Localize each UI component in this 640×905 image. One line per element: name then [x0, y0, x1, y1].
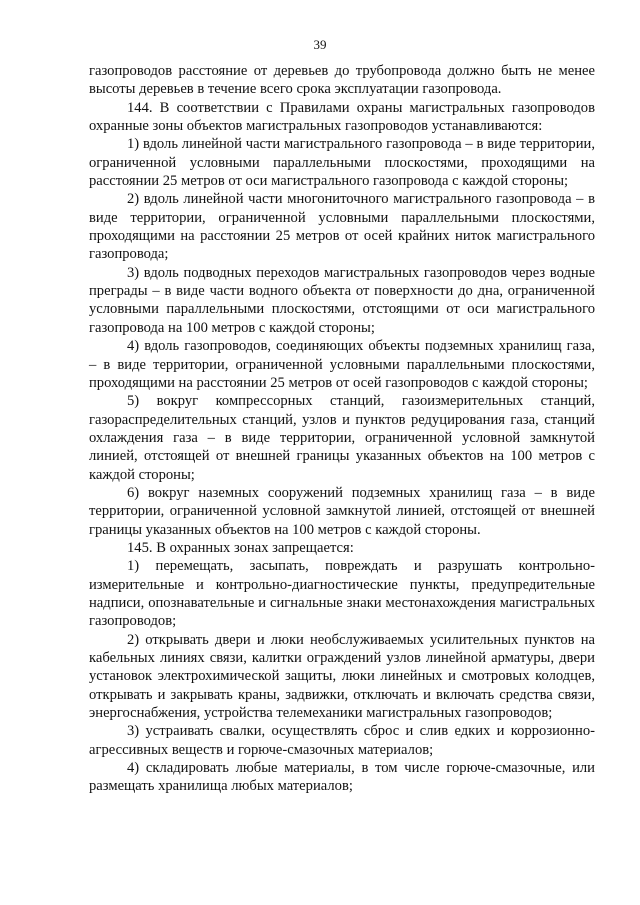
paragraph: 1) перемещать, засыпать, повреждать и разрушать контрольно-измерительные и контрольно-диагностические пункты, предупредительные надписи, опознавательные и сигнальные знаки местонахождения магистральных газопроводов;: [89, 558, 595, 630]
paragraph: 2) вдоль линейной части многониточного магистрального газопровода – в виде территории, ограниченной условными параллельными плоскостями, проходящими на расстоянии 25 метров от осей крайних ниток магистрального газопровода;: [89, 191, 595, 263]
paragraph: 3) вдоль подводных переходов магистральных газопроводов через водные преграды – в виде части водного объекта от поверхности до дна, ограниченной условными параллельными плоскостями, отстоящими от оси магистрального газопровода на 100 метров с каждой стороны;: [89, 264, 595, 336]
paragraph: 6) вокруг наземных сооружений подземных хранилищ газа – в виде территории, ограниченной условной замкнутой линией, отстоящей от внешней границы указанных объектов на 100 метров с каждой стороны.: [89, 484, 595, 538]
paragraph: 4) складировать любые материалы, в том числе горюче-смазочные, или размещать хранилища любых материалов;: [89, 760, 595, 795]
paragraph: 2) открывать двери и люки необслуживаемых усилительных пунктов на кабельных линиях связи, калитки ограждений узлов линейной арматуры, двери установок электрохимической защиты, люки линейных и смотровых колодцев, открывать и закрывать краны, задвижки, отключать и включать средства связи, энергоснабжения, устройства телемеханики магистральных газопроводов;: [89, 631, 595, 722]
paragraph: 144. В соответствии с Правилами охраны магистральных газопроводов охранные зоны объектов магистральных газопроводов устанавливаются:: [89, 99, 595, 135]
paragraph: 1) вдоль линейной части магистрального газопровода – в виде территории, ограниченной условными параллельными плоскостями, проходящими на расстоянии 25 метров от оси магистрального газопровода с каждой стороны;: [89, 136, 595, 190]
paragraph: 145. В охранных зонах запрещается:: [127, 539, 354, 556]
paragraph: газопроводов расстояние от деревьев до трубопровода должно быть не менее высоты деревьев в течение всего срока эксплуатации газопровода.: [89, 63, 595, 98]
paragraph: 5) вокруг компрессорных станций, газоизмерительных станций, газораспределительных станций, узлов и пунктов редуцирования газа, станций охлаждения газа – в виде территории, ограниченной условной замкнутой линией, отстоящей от внешней границы указанных объектов на 100 метров с каждой стороны;: [89, 393, 595, 483]
page-number: 39: [313, 37, 327, 52]
paragraph: 4) вдоль газопроводов, соединяющих объекты подземных хранилищ газа, – в виде территории, ограниченной условными параллельными плоскостями, проходящими на расстоянии 25 метров от осей газопроводов с каждой стороны;: [89, 338, 595, 391]
body-text: [89, 62, 595, 796]
paragraph: 3) устраивать свалки, осуществлять сброс и слив едких и коррозионно-агрессивных веществ и горюче-смазочных материалов;: [89, 723, 595, 758]
